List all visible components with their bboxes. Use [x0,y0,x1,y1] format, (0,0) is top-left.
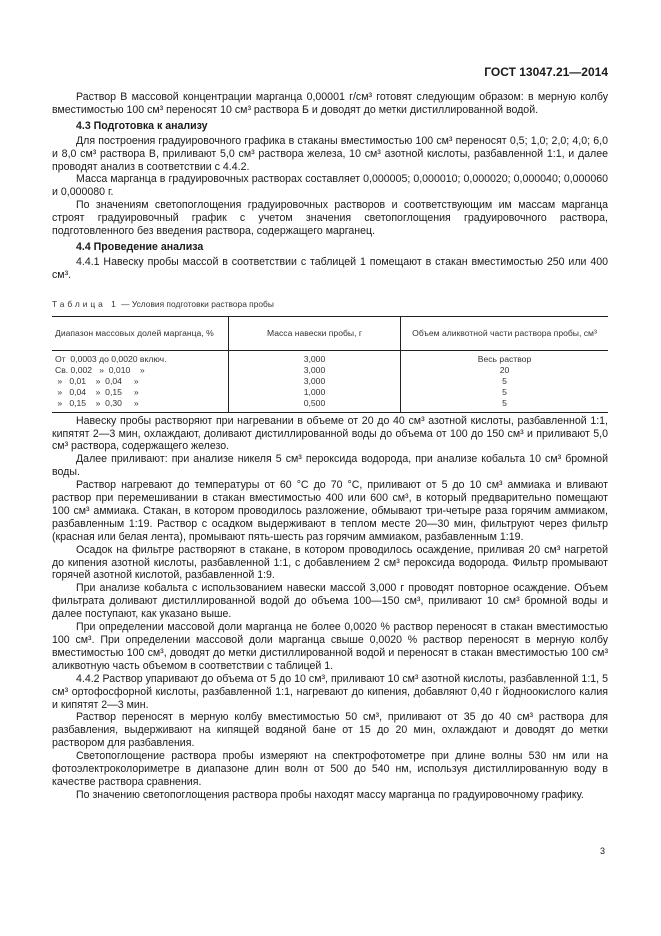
column-header-range: Диапазон массовых долей марганца, % [52,316,229,350]
table-row [52,398,608,412]
section-heading: 4.4 Проведение анализа [76,240,204,253]
paragraph: Для построения градуировочного графика в стаканы вместимостью 100 см³ переносят 0,5; 1,0; 2,0; 4,0; 6,0 и 8,0 см³ раствора В, приливают 5,0 см³ раствора железа, 10 см³ азотной кислоты, разбавленной 1:1, и далее проводят анализ в соответствии с 4.4.2. [52,134,608,173]
table-row [52,365,608,376]
paragraph: Раствор переносят в мерную колбу вместимостью 50 см³, приливают от 35 до 40 см³ раствора для разбавления, выдерживают на кипящей водяной бане от 15 до 20 мин, охлаждают и доводят до метки раствором для разбавления. [52,711,608,750]
column-header-aliquot: Объем аликвотной части раствора пробы, см³ [401,316,609,350]
paragraph: Раствор В массовой концентрации марганца 0,00001 г/см³ готовят следующим образом: в мерную колбу вместимостью 100 см³ переносят 10 см³ раствора Б и доводят до метки дистиллированной водой. [52,91,608,116]
page-number: 3 [599,846,605,856]
mass-cell: 0,500 [229,398,401,412]
column-header-mass: Масса навески пробы, г [229,316,401,350]
mass-cell: 3,000 [229,376,401,387]
paragraph: При определении массовой доли марганца не более 0,0020 % раствор переносят в стакан вместимостью 100 см³. При определении массовой доли марганца свыше 0,0020 % раствор переносят в мерную колбу вместимостью 100 см³, доводят до метки дистиллированной водой и переносят в стакан вместимостью 100 см³ аликвотную часть объемом в соответствии с таблицей 1. [52,621,608,672]
aliquot-cell: 20 [401,365,609,376]
paragraph: При анализе кобальта с использованием навески массой 3,000 г проводят повторное осаждение. Объем фильтрата доливают дистиллированной водой до объема 100—150 см³, приливают 10 см³ бромной воды и далее поступают, как указано выше. [52,582,608,621]
paragraph: По значению светопоглощения раствора пробы находят массу марганца по градуировочному графику. [76,788,584,801]
text-section-after-table [52,415,608,802]
page-body [52,91,608,802]
table-row [52,376,608,387]
sample-preparation-table [52,316,608,413]
paragraph: Далее приливают: при анализе никеля 5 см³ пероксида водорода, при анализе кобальта 10 см³ бромной воды. [52,453,608,479]
aliquot-cell: 5 [401,376,609,387]
paragraph: Масса марганца в градуировочных растворах составляет 0,000005; 0,000010; 0,000020; 0,000040; 0,000060 и 0,000080 г. [52,173,608,199]
range-cell: Св. 0,002 » 0,010 » [55,364,145,375]
aliquot-cell: 5 [401,398,609,412]
paragraph: 4.4.1 Навеску пробы массой в соответствии с таблицей 1 помещают в стакан вместимостью 250 или 400 см³. [52,255,608,281]
section-heading: 4.3 Подготовка к анализу [76,119,208,132]
aliquot-cell: Весь раствор [401,350,609,365]
range-cell: » 0,15 » 0,30 » [52,398,229,412]
paragraph: Раствор нагревают до температуры от 60 °С до 70 °С, приливают от 5 до 10 см³ аммиака и вливают раствор при перемешивании в стакан вместимостью 400 или 600 см³, в который предварительно помещают 100 см³ аммиака. Стакан, в котором проводилось разложение, обмывают три-четыре раза горячим аммиаком, разбавленным 1:19. Раствор с осадком выдерживают в теплом месте 20—30 мин, фильтруют через фильтр (красная или белая лента), промывают пять-шесть раз горячим аммиаком, разбавленным 1:19. [52,479,608,543]
range-cell: От 0,0003 до 0,0020 включ. [55,353,167,364]
mass-cell: 3,000 [229,365,401,376]
paragraph: Светопоглощение раствора пробы измеряют на спектрофотометре при длине волны 530 нм или на фотоэлектроколориметре в диапазоне длин волн от 500 до 540 нм, используя дистиллированную воду в качестве раствора сравнения. [52,750,608,788]
table-caption-text: — Условия подготовки раствора пробы [118,298,274,309]
mass-cell: 3,000 [229,350,401,365]
range-cell: » 0,01 » 0,04 » [55,376,139,386]
mass-cell: 1,000 [229,387,401,398]
paragraph: По значениям светопоглощения градуировочных растворов и соответствующим им массам марганца строят градуировочный график с учетом значения светопоглощения градуировочного раствора, подготовленного без введения раствора, содержащего марганец. [52,199,608,238]
document-designation: ГОСТ 13047.21—2014 [484,65,608,79]
text-section-before-table [52,91,608,282]
paragraph: 4.4.2 Раствор упаривают до объема от 5 до 10 см³, приливают 10 см³ азотной кислоты, разбавленной 1:1, 5 см³ ортофосфорной кислоты, разбавленной 1:1, нагревают до кипения, добавляют 0,40 г йодноокислого калия и кипятят 2—3 мин. [52,672,608,711]
aliquot-cell: 5 [401,387,609,398]
range-cell: » 0,04 » 0,15 » [55,387,139,398]
table-row [52,350,608,365]
paragraph: Осадок на фильтре растворяют в стакане, в котором проводилось осаждение, приливая 20 см³ нагретой до кипения азотной кислоты, разбавленной 1:1, с добавлением 2 см³ пероксида водорода. Фильтр промывают горячей азотной кислотой, разбавленной 1:9. [52,543,608,582]
paragraph: Навеску пробы растворяют при нагревании в объеме от 20 до 40 см³ азотной кислоты, разбавленной 1:1, кипятят 2—3 мин, охлаждают, доливают дистиллированной воды до объема от 100 до 150 см³ и приливают 5,0 см³ раствора, содержащего железо. [52,414,608,453]
table-row [52,387,608,398]
table-caption [52,298,608,311]
table-caption-label: Таблица 1 [52,298,119,309]
